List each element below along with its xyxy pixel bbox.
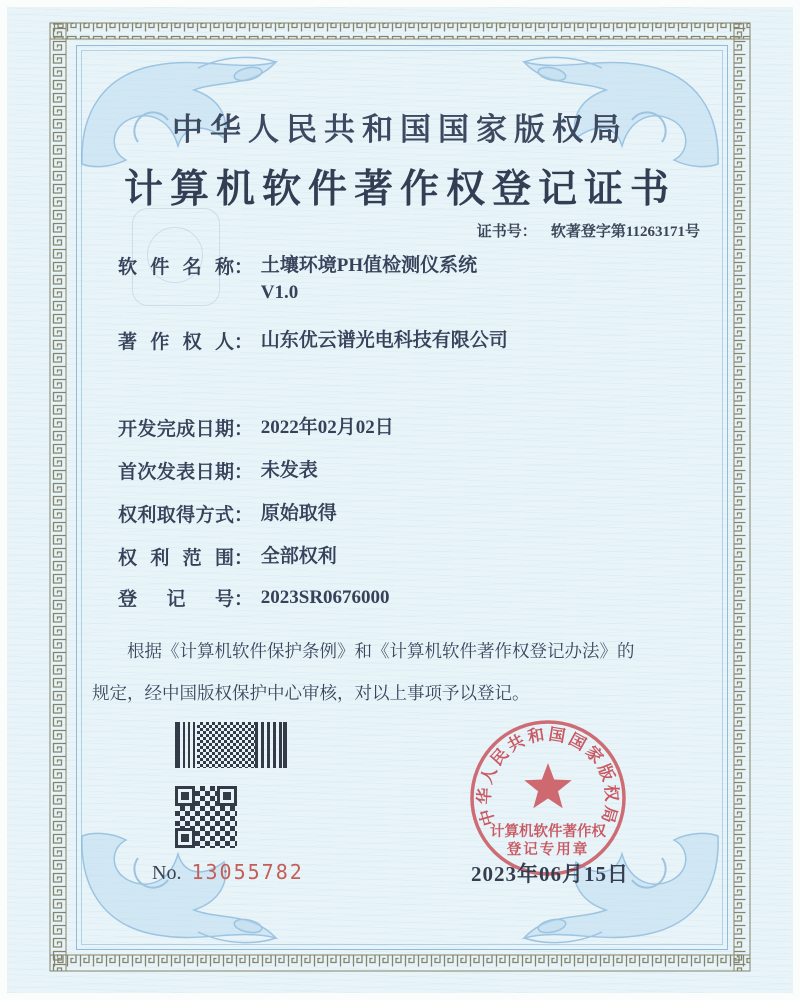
field-row-right-scope: 权 利 范 围 ： 全部权利: [118, 543, 337, 570]
field-row-copyright-owner: 著 作 权 人 ： 山东优云谱光电科技有限公司: [118, 327, 508, 354]
certificate-number-label: 证书号：: [476, 224, 537, 240]
issue-date: 2023年06月15日: [471, 862, 629, 886]
field-value: 原始取得: [260, 503, 337, 524]
certificate-number-value: 软著登字第11263171号: [550, 224, 700, 240]
barcode: [175, 722, 287, 768]
field-value: 全部权利: [260, 546, 337, 567]
field-label: 权 利 取 得 方 式: [118, 505, 234, 526]
qr-code: [175, 786, 237, 848]
seal-line1: 计算机软件著作权: [490, 824, 606, 840]
field-label: 权 利 范 围: [118, 548, 234, 569]
field-label: 开 发 完 成 日 期: [118, 419, 234, 440]
field-value: 2022年02月02日: [260, 417, 394, 438]
serial-prefix: No.: [152, 862, 182, 884]
field-label: 著 作 权 人: [118, 332, 234, 353]
field-label: 软 件 名 称: [118, 257, 234, 278]
field-row-software-name: 软 件 名 称 ： 土壤环境PH值检测仪系统 V1.0: [118, 252, 477, 306]
seal-arc-text: 中华人民共和国国家版权局: [474, 724, 622, 828]
seal-line2: 登记专用章: [506, 842, 590, 858]
authority-title: 中华人民共和国国家版权局: [172, 112, 628, 147]
field-value: 土壤环境PH值检测仪系统 V1.0: [260, 255, 478, 303]
field-value: 未发表: [260, 460, 318, 481]
field-value: 山东优云谱光电科技有限公司: [260, 330, 508, 351]
certificate-title: 计算机软件著作权登记证书: [123, 168, 676, 211]
registration-statement: 根据《计算机软件保护条例》和《计算机软件著作权登记办法》的 规定，经中国版权保护中心审核，对以上事项予以登记。: [92, 641, 635, 703]
seal-star-icon: [524, 763, 572, 808]
field-value: 2023SR0676000: [260, 587, 390, 608]
field-row-registration-number: 登 记 号 ： 2023SR0676000: [118, 584, 390, 611]
field-label: 首 次 发 表 日 期: [118, 462, 234, 483]
serial-number: 13055782: [191, 860, 304, 884]
serial-number-line: [152, 860, 304, 885]
certificate-number: [477, 220, 700, 241]
field-label: 登 记 号: [118, 589, 234, 610]
field-row-right-acquisition: 权 利 取 得 方 式 ： 原始取得: [118, 500, 337, 527]
field-row-first-publication: 首 次 发 表 日 期 ： 未发表: [118, 457, 318, 484]
field-row-completion-date: 开 发 完 成 日 期 ： 2022年02月02日: [118, 414, 394, 441]
